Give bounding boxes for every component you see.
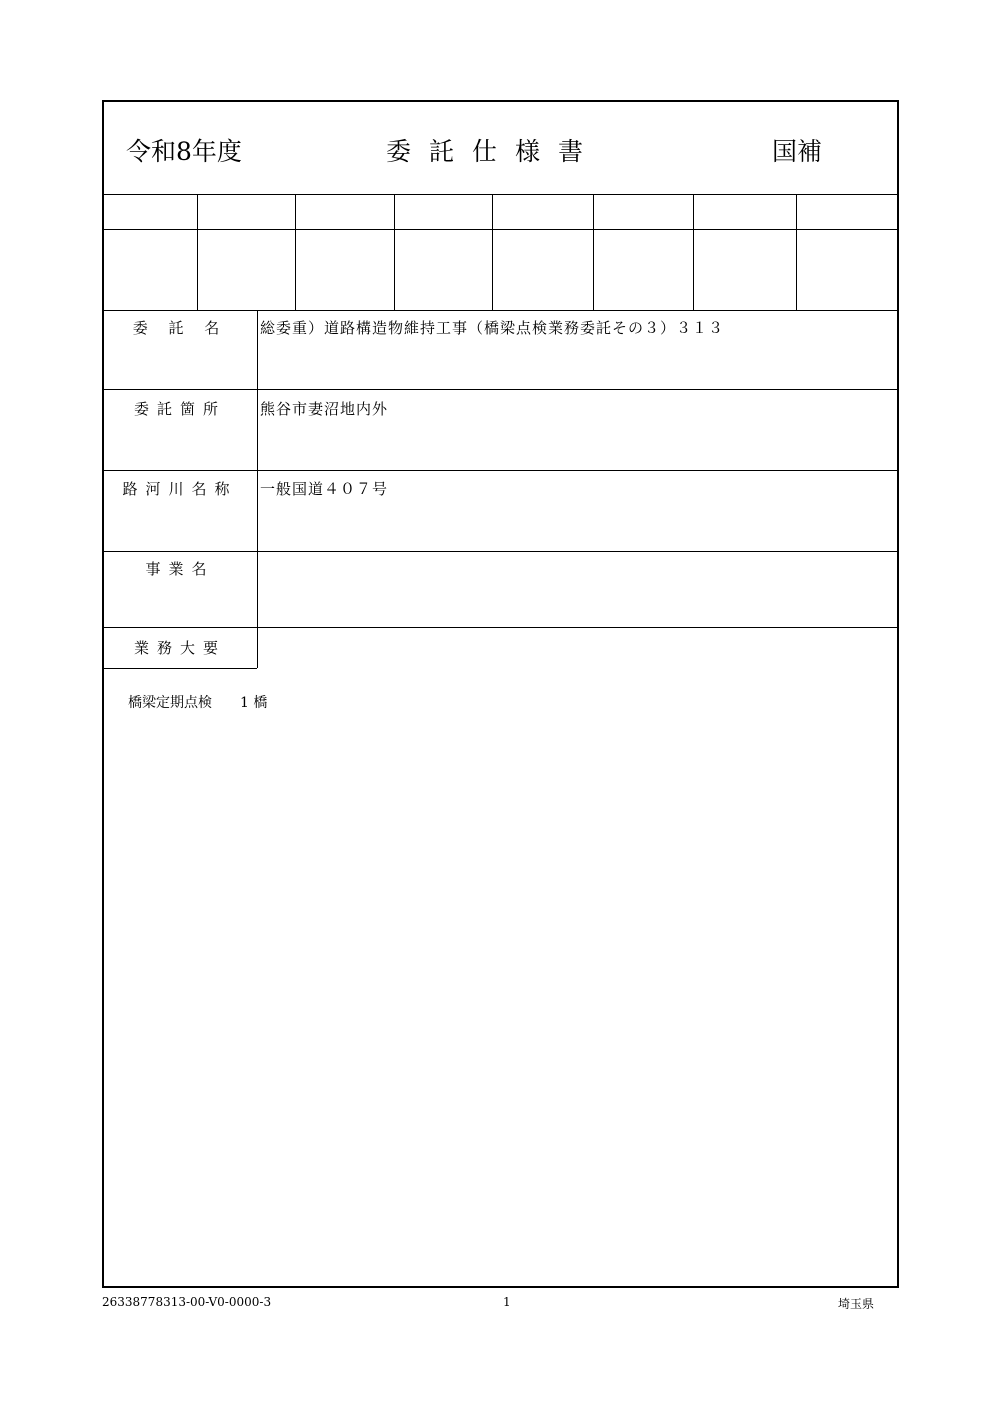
summary-label-bottom — [104, 668, 257, 669]
grid-col-2 — [295, 194, 296, 310]
grid-col-7 — [796, 194, 797, 310]
document-title: 委託仕様書 — [386, 137, 602, 166]
label-contract-name: 委 託 名 — [132, 319, 228, 337]
subsidy-category: 国補 — [772, 137, 823, 166]
label-project-name: 事業名 — [145, 560, 215, 578]
work-summary-content — [128, 692, 267, 712]
grid-col-5 — [593, 194, 594, 310]
row-divider-2 — [104, 470, 897, 471]
page-number: 1 — [503, 1295, 511, 1309]
fiscal-year: 令和8年度 — [126, 137, 242, 166]
label-contract-location: 委託箇所 — [133, 400, 226, 418]
grid-col-4 — [492, 194, 493, 310]
value-road-river-name: 一般国道４０７号 — [260, 480, 389, 498]
label-column-divider — [257, 310, 258, 668]
grid-bottom-divider — [104, 310, 897, 311]
summary-item: 橋梁定期点検 — [128, 695, 212, 711]
grid-col-1 — [197, 194, 198, 310]
row-divider-4 — [104, 627, 897, 628]
title-divider — [104, 194, 897, 195]
spec-document-frame — [102, 100, 899, 1288]
grid-col-6 — [693, 194, 694, 310]
row-divider-1 — [104, 389, 897, 390]
label-road-river-name: 路河川名称 — [122, 480, 238, 498]
grid-col-3 — [394, 194, 395, 310]
grid-row-divider — [104, 229, 897, 230]
document-code: 26338778313-00-V0-0000-3 — [102, 1295, 272, 1309]
value-contract-location: 熊谷市妻沼地内外 — [260, 400, 389, 418]
row-divider-3 — [104, 551, 897, 552]
label-work-summary: 業務大要 — [133, 639, 226, 657]
organization-name: 埼玉県 — [838, 1297, 875, 1311]
value-contract-name: 総委重）道路構造物維持工事（橋梁点検業務委託その３）３１３ — [260, 319, 725, 337]
summary-quantity: 1 橋 — [240, 695, 268, 711]
